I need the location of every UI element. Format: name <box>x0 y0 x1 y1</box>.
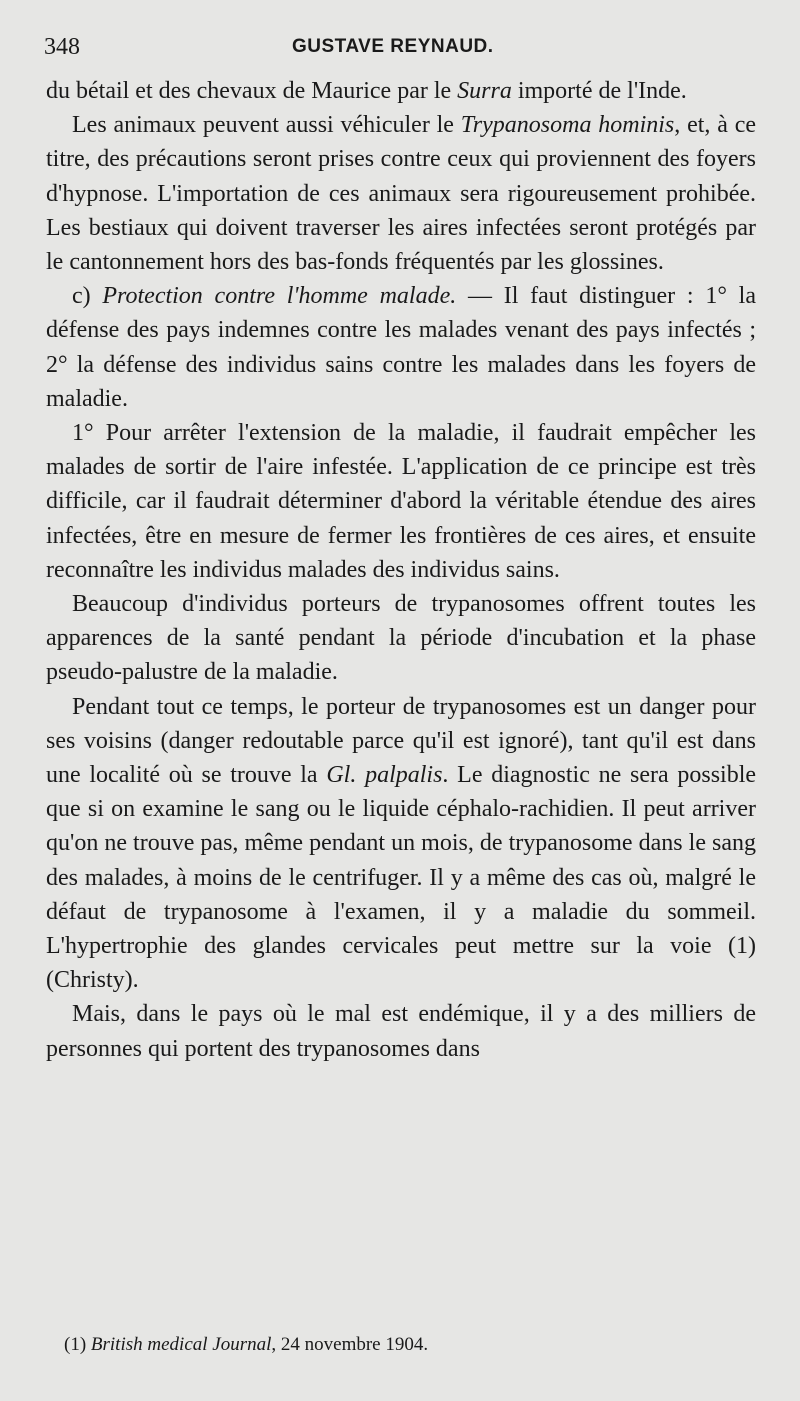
footnote <box>64 1333 754 1357</box>
text-run: , 24 novembre 1904. <box>271 1334 429 1355</box>
body-text <box>46 74 756 1066</box>
paragraph <box>46 108 756 279</box>
italic-text: Surra <box>457 78 512 104</box>
paragraph <box>46 997 756 1065</box>
text-run: Mais, dans le pays où le mal est endémique, il y a des milliers de personnes qui portent des trypanosomes dans <box>46 1001 756 1062</box>
text-run: 1° Pour arrêter l'extension de la maladie, il faudrait empêcher les malades de sortir de l'aire infestée. L'application de ce principe est très difficile, car il faudrait déterminer d'abord la véritable étendue des aires infectées, être en mesure de fermer les frontières de ces aires, et ensuite reconnaître les individus malades des individus sains. <box>46 420 756 583</box>
text-run: . Le diagnostic ne sera possible que si on examine le sang ou le liquide céphalo-rachidien. Il peut arriver qu'on ne trouve pas, même pendant un mois, de trypanosome dans le sang des malades, à moins de le centrifuger. Il y a même des cas où, malgré le défaut de trypanosome à l'examen, il y a maladie du sommeil. L'hypertrophie des glandes cervicales peut mettre sur la voie (1) (Christy). <box>46 762 757 994</box>
italic-text: British medical Journal <box>90 1334 272 1355</box>
paragraph <box>46 74 756 108</box>
page-number: 348 <box>44 34 80 60</box>
text-run: (1) <box>64 1334 91 1355</box>
italic-text: Trypanosoma hominis <box>460 112 675 139</box>
italic-text: Protection contre l'homme malade. <box>102 283 457 310</box>
text-run: Beaucoup d'individus porteurs de trypanosomes offrent toutes les apparences de la santé pendant la période d'incubation et la phase pseudo-palustre de la maladie. <box>46 591 756 686</box>
italic-text: Gl. palpalis <box>326 762 443 789</box>
paragraph <box>46 587 756 690</box>
running-head: GUSTAVE REYNAUD. <box>292 36 494 57</box>
paragraph <box>46 416 756 587</box>
text-run: — Il faut distinguer : 1° la défense des pays indemnes contre les malades venant des pays infectés ; 2° la défense des individus sains contre les malades dans les foyers de maladie. <box>46 283 756 412</box>
text-run: c) <box>72 283 103 310</box>
text-run: du bétail et des chevaux de Maurice par le <box>46 78 458 104</box>
text-run: importé de l'Inde. <box>511 78 687 104</box>
text-run: Pendant tout ce temps, le porteur de trypanosomes est un danger pour ses voisins (danger redoutable parce qu'il est ignoré), tant qu'il est dans une localité où se trouve la <box>46 693 756 789</box>
paragraph <box>46 690 756 998</box>
page-header <box>44 32 756 66</box>
text-run: Les animaux peuvent aussi véhiculer le <box>72 112 461 139</box>
paragraph <box>46 279 756 416</box>
text-run: , et, à ce titre, des précautions seront prises contre ceux qui proviennent des foyers d'hypnose. L'importation de ces animaux sera rigoureusement prohibée. Les bestiaux qui doivent traverser les aires infectées seront protégés par le cantonnement hors des bas-fonds fréquentés par les glossines. <box>46 112 757 276</box>
